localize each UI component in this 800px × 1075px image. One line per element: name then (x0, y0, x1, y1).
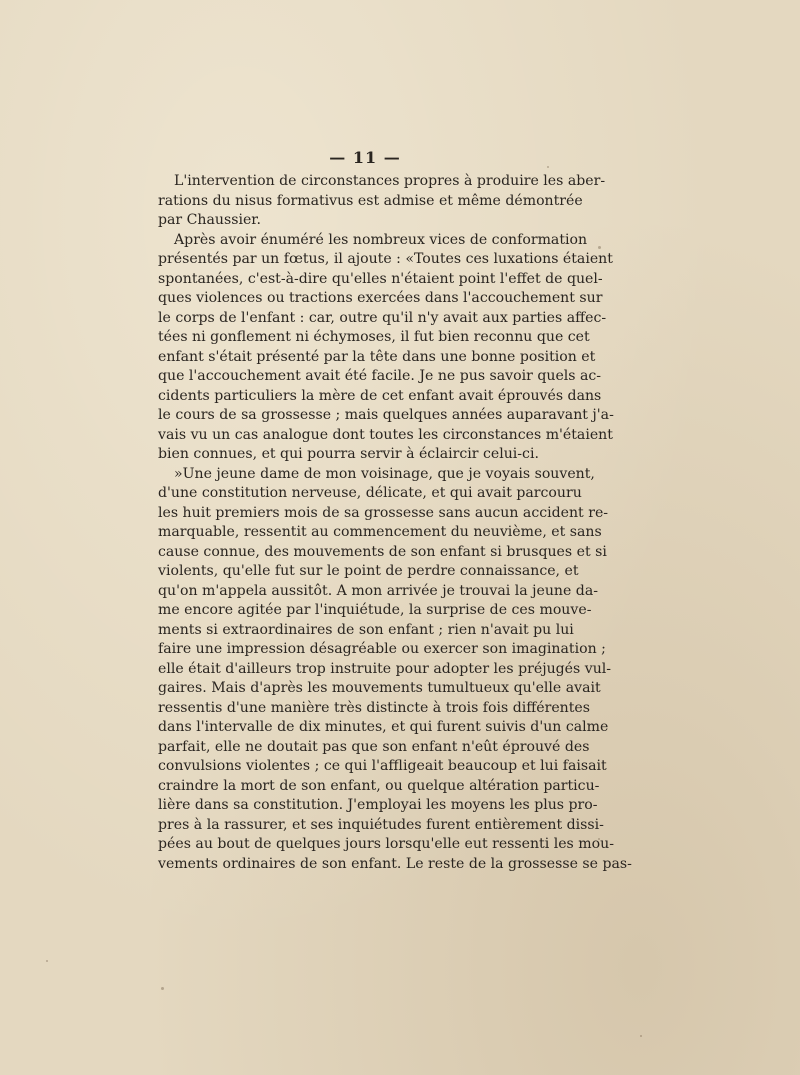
paper-speck (547, 166, 549, 168)
paper-speck (598, 246, 601, 249)
paper-speck (640, 1035, 642, 1037)
text-line: vais vu un cas analogue dont toutes les circonstances m'étaient (158, 426, 613, 443)
text-line: marquable, ressentit au commencement du neuvième, et sans (158, 524, 602, 540)
body-text (158, 172, 632, 874)
text-line: que l'accouchement avait été facile. Je ne pus savoir quels ac- (158, 368, 602, 384)
text-line: lière dans sa constitution. J'employai les moyens les plus pro- (158, 797, 598, 813)
text-line: Après avoir énuméré les nombreux vices de conformation (174, 231, 588, 248)
text-line: présentés par un fœtus, il ajoute : «Toutes ces luxations étaient (158, 251, 613, 267)
text-line: gaires. Mais d'après les mouvements tumultueux qu'elle avait (158, 680, 601, 696)
text-line: bien connues, et qui pourra servir à éclaircir celui-ci. (158, 446, 539, 462)
text-line: cidents particuliers la mère de cet enfant avait éprouvés dans (158, 387, 602, 404)
text-line: par Chaussier. (158, 212, 261, 228)
text-line: le cours de sa grossesse ; mais quelques années auparavant j'a- (158, 407, 614, 423)
text-line: enfant s'était présenté par la tête dans une bonne position et (158, 348, 596, 365)
text-line: spontanées, c'est-à-dire qu'elles n'étaient point l'effet de quel- (158, 270, 603, 287)
paper-speck (46, 960, 48, 962)
text-line: cause connue, des mouvements de son enfant si brusques et si (158, 543, 607, 560)
text-line: qu'on m'appela aussitôt. A mon arrivée je trouvai la jeune da- (158, 582, 598, 599)
text-line: parfait, elle ne doutait pas que son enfant n'eût éprouvé des (158, 738, 590, 755)
text-line: violents, qu'elle fut sur le point de perdre connaissance, et (158, 563, 579, 579)
text-line: pres à la rassurer, et ses inquiétudes furent entièrement dissi- (158, 816, 604, 833)
text-line: le corps de l'enfant : car, outre qu'il n'y avait aux parties affec- (158, 309, 607, 326)
text-line: me encore agitée par l'inquiétude, la surprise de ces mouve- (158, 602, 592, 618)
text-line: vements ordinaires de son enfant. Le reste de la grossesse se pas- (158, 855, 632, 872)
text-line: d'une constitution nerveuse, délicate, et qui avait parcouru (158, 485, 582, 501)
text-line: L'intervention de circonstances propres à produire les aber- (174, 173, 606, 189)
text-line: rations du nisus formativus est admise et même démontrée (158, 192, 583, 209)
page-number: — 11 — (329, 148, 401, 167)
text-line: convulsions violentes ; ce qui l'affligeait beaucoup et lui faisait (158, 758, 607, 774)
text-line: pées au bout de quelques jours lorsqu'elle eut ressenti les mou- (158, 836, 614, 852)
text-line: ressentis d'une manière très distincte à trois fois différentes (158, 699, 590, 716)
paper-speck (161, 987, 164, 990)
text-line: tées ni gonflement ni échymoses, il fut bien reconnu que cet (158, 329, 590, 345)
text-line: craindre la mort de son enfant, ou quelque altération particu- (158, 777, 600, 794)
text-line: elle était d'ailleurs trop instruite pour adopter les préjugés vul- (158, 660, 612, 677)
paper-speck (598, 838, 600, 840)
text-line: ques violences ou tractions exercées dans l'accouchement sur (158, 290, 603, 306)
text-line: faire une impression désagréable ou exercer son imagination ; (158, 641, 606, 657)
text-line: »Une jeune dame de mon voisinage, que je voyais souvent, (174, 465, 595, 482)
text-line: les huit premiers mois de sa grossesse sans aucun accident re- (158, 504, 609, 521)
text-line: dans l'intervalle de dix minutes, et qui furent suivis d'un calme (158, 719, 609, 735)
text-line: ments si extraordinaires de son enfant ; rien n'avait pu lui (158, 621, 574, 638)
